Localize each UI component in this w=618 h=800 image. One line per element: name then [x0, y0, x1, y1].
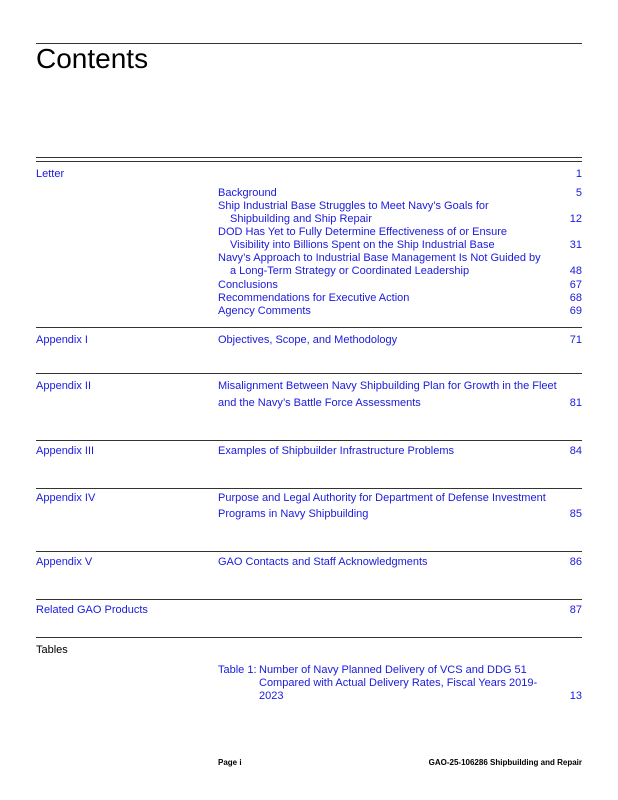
toc-item-background[interactable]: Background [218, 187, 277, 199]
toc-appendix-3-title[interactable]: Examples of Shipbuilder Infrastructure Problems [218, 445, 454, 457]
toc-page-navy-approach[interactable]: 48 [569, 265, 582, 277]
tables-heading: Tables [36, 644, 68, 656]
toc-table-1-label[interactable]: Table 1: [218, 664, 257, 676]
toc-appendix-5-page[interactable]: 86 [569, 556, 582, 568]
toc-page-recommendations[interactable]: 68 [569, 292, 582, 304]
footer-report-id: GAO-25-106286 Shipbuilding and Repair [428, 758, 582, 767]
header-double-rule-top [36, 157, 582, 158]
toc-appendix-5-label[interactable]: Appendix V [36, 556, 93, 568]
toc-appendix-4-title-cont[interactable]: Programs in Navy Shipbuilding [218, 508, 369, 520]
divider-appendix-2 [36, 373, 582, 374]
toc-item-navy-approach[interactable]: Navy’s Approach to Industrial Base Management Is Not Guided by [218, 252, 541, 264]
toc-appendix-3-label[interactable]: Appendix III [36, 445, 95, 457]
toc-page-conclusions[interactable]: 67 [569, 279, 582, 291]
toc-related-label[interactable]: Related GAO Products [36, 604, 148, 616]
divider-appendix-3 [36, 440, 582, 441]
toc-table-1-title[interactable]: Number of Navy Planned Delivery of VCS and DDG 51 [259, 664, 527, 676]
toc-letter-label[interactable]: Letter [36, 168, 65, 180]
divider-appendix-4 [36, 488, 582, 489]
toc-appendix-1-page[interactable]: 71 [569, 334, 582, 346]
toc-item-dod-effectiveness[interactable]: DOD Has Yet to Fully Determine Effectiveness of or Ensure [218, 226, 507, 238]
toc-item-ship-industrial-base[interactable]: Ship Industrial Base Struggles to Meet Navy’s Goals for [218, 200, 489, 212]
toc-appendix-5-title[interactable]: GAO Contacts and Staff Acknowledgments [218, 556, 428, 568]
toc-item-navy-approach-cont[interactable]: a Long-Term Strategy or Coordinated Leadership [230, 265, 470, 277]
divider-related [36, 599, 582, 600]
toc-page-background[interactable]: 5 [575, 187, 582, 199]
toc-appendix-1-label[interactable]: Appendix I [36, 334, 88, 346]
toc-appendix-2-page[interactable]: 81 [569, 397, 582, 409]
footer-page-number: Page i [218, 758, 242, 767]
toc-appendix-2-title-cont[interactable]: and the Navy’s Battle Force Assessments [218, 397, 421, 409]
toc-appendix-2-title[interactable]: Misalignment Between Navy Shipbuilding Plan for Growth in the Fleet [218, 380, 557, 392]
toc-appendix-4-label[interactable]: Appendix IV [36, 492, 96, 504]
toc-appendix-4-page[interactable]: 85 [569, 508, 582, 520]
toc-appendix-4-title[interactable]: Purpose and Legal Authority for Department of Defense Investment [218, 492, 546, 504]
toc-page-ship-industrial-base[interactable]: 12 [569, 213, 582, 225]
toc-item-agency-comments[interactable]: Agency Comments [218, 305, 311, 317]
divider-appendix-5 [36, 551, 582, 552]
page-title: Contents [36, 43, 149, 74]
toc-item-dod-effectiveness-cont[interactable]: Visibility into Billions Spent on the Ship Industrial Base [230, 239, 495, 251]
header-double-rule-bottom [36, 161, 582, 162]
toc-item-recommendations[interactable]: Recommendations for Executive Action [218, 292, 410, 304]
toc-table-1-title-cont-2[interactable]: 2023 [259, 690, 284, 702]
toc-table-1-title-cont[interactable]: Compared with Actual Delivery Rates, Fiscal Years 2019- [259, 677, 538, 689]
toc-related-page[interactable]: 87 [569, 604, 582, 616]
toc-appendix-1-title[interactable]: Objectives, Scope, and Methodology [218, 334, 398, 346]
toc-item-conclusions[interactable]: Conclusions [218, 279, 278, 291]
toc-table-1-page[interactable]: 13 [569, 690, 582, 702]
toc-page-agency-comments[interactable]: 69 [569, 305, 582, 317]
toc-item-ship-industrial-base-cont[interactable]: Shipbuilding and Ship Repair [230, 213, 372, 225]
toc-page-dod-effectiveness[interactable]: 31 [569, 239, 582, 251]
toc-appendix-2-label[interactable]: Appendix II [36, 380, 92, 392]
toc-letter-page[interactable]: 1 [575, 168, 582, 180]
divider-appendix-1 [36, 327, 582, 328]
divider-tables [36, 637, 582, 638]
toc-appendix-3-page[interactable]: 84 [569, 445, 582, 457]
